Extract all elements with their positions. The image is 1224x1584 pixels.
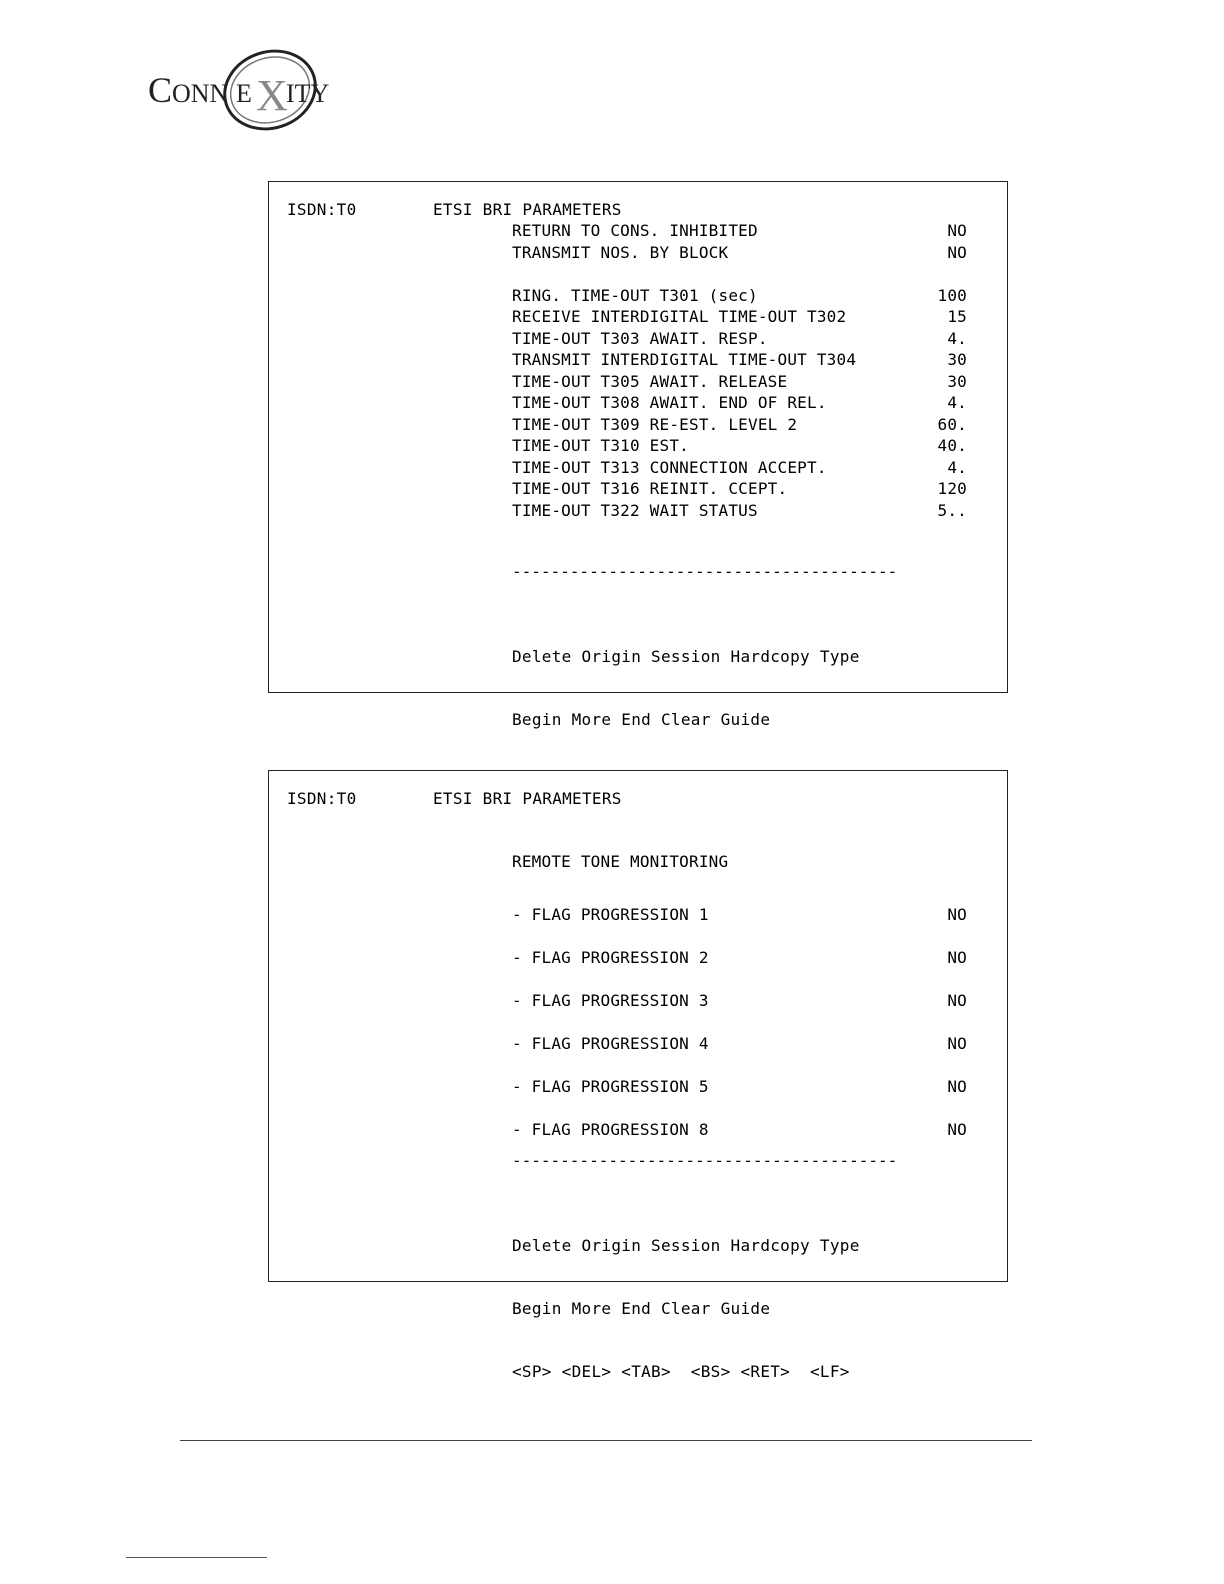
parameter-value: 120	[937, 479, 967, 498]
parameter-row	[512, 220, 967, 242]
parameter-label: RECEIVE INTERDIGITAL TIME-OUT T302	[512, 307, 847, 326]
parameter-value: 100	[937, 285, 967, 305]
svg-text:X: X	[256, 71, 288, 120]
svg-text:E: E	[236, 79, 252, 108]
parameter-row	[512, 500, 967, 522]
connexity-logo-graphic	[140, 38, 360, 138]
parameter-label: - FLAG PROGRESSION 8	[512, 1120, 709, 1139]
parameter-label: TIME-OUT T310 EST.	[512, 436, 689, 455]
parameter-row	[512, 349, 967, 371]
terminal-screen-tone-monitoring	[268, 770, 1008, 1381]
parameter-row	[512, 263, 967, 285]
screen-title: ETSI BRI PARAMETERS	[433, 200, 622, 219]
parameter-label: TIME-OUT T308 AWAIT. END OF REL.	[512, 393, 827, 412]
terminal-screen-bri-timers	[268, 181, 1008, 729]
parameter-label: - FLAG PROGRESSION 1	[512, 905, 709, 924]
parameter-value: 60.	[937, 414, 967, 434]
parameter-row	[512, 1022, 967, 1065]
parameter-label: TIME-OUT T313 CONNECTION ACCEPT.	[512, 457, 827, 477]
parameter-row	[512, 306, 967, 328]
screen-header	[287, 789, 622, 808]
parameter-label: RETURN TO CONS. INHIBITED	[512, 221, 758, 240]
parameter-row	[512, 392, 967, 414]
parameter-label: - FLAG PROGRESSION 3	[512, 991, 709, 1010]
parameter-row	[512, 1108, 967, 1151]
parameter-row	[512, 979, 967, 1022]
section-heading: REMOTE TONE MONITORING	[512, 852, 729, 871]
parameter-label: RING. TIME-OUT T301 (sec)	[512, 285, 758, 305]
parameter-row	[512, 893, 967, 936]
system-label: ISDN:T0	[287, 200, 357, 219]
svg-text:C: C	[148, 70, 173, 110]
parameter-value: 30	[947, 371, 967, 391]
parameter-label: TRANSMIT INTERDIGITAL TIME-OUT T304	[512, 350, 857, 369]
svg-text:ITY: ITY	[286, 79, 330, 108]
parameter-row	[512, 1065, 967, 1108]
parameter-label: TIME-OUT T322 WAIT STATUS	[512, 500, 758, 520]
parameter-value: 30	[947, 350, 967, 369]
parameter-value: NO	[947, 1120, 967, 1139]
flag-list	[512, 893, 967, 1151]
parameter-row	[512, 478, 967, 500]
parameter-value: NO	[947, 1077, 967, 1096]
parameter-row	[512, 242, 967, 264]
parameter-row	[512, 414, 967, 436]
command-line-2: Begin More End Clear Guide	[512, 1299, 771, 1318]
parameter-value: 4.	[947, 393, 967, 412]
parameter-label: - FLAG PROGRESSION 4	[512, 1034, 709, 1053]
parameter-label: TRANSMIT NOS. BY BLOCK	[512, 242, 729, 262]
parameter-label: TIME-OUT T309 RE-EST. LEVEL 2	[512, 414, 798, 434]
parameter-row	[512, 936, 967, 979]
parameter-value: 40.	[937, 436, 967, 455]
system-label: ISDN:T0	[287, 789, 357, 808]
parameter-label: TIME-OUT T305 AWAIT. RELEASE	[512, 371, 788, 391]
parameter-row	[512, 435, 967, 457]
command-line-3: <SP> <DEL> <TAB> <BS> <RET> <LF>	[512, 1362, 850, 1381]
parameter-value: 4.	[947, 328, 967, 348]
parameter-value: NO	[947, 242, 967, 262]
screen-title: ETSI BRI PARAMETERS	[433, 789, 622, 808]
command-line-2: Begin More End Clear Guide	[512, 710, 771, 729]
footer-divider	[180, 1440, 1032, 1441]
screen-header	[287, 200, 622, 219]
separator-line: ----------------------------------------	[512, 562, 898, 581]
separator-line: ----------------------------------------	[512, 1151, 898, 1170]
parameter-value: 4.	[947, 457, 967, 477]
parameter-list	[512, 220, 967, 521]
parameter-row	[512, 457, 967, 479]
parameter-value: 15	[947, 307, 967, 326]
parameter-value: NO	[947, 1034, 967, 1053]
command-line-1: Delete Origin Session Hardcopy Type	[512, 647, 860, 666]
parameter-value: NO	[947, 948, 967, 967]
command-menu	[512, 1193, 860, 1424]
parameter-label: TIME-OUT T316 REINIT. CCEPT.	[512, 479, 788, 498]
parameter-row	[512, 285, 967, 307]
parameter-row	[512, 328, 967, 350]
parameter-label: TIME-OUT T303 AWAIT. RESP.	[512, 328, 768, 348]
footer-link-underline	[126, 1557, 267, 1558]
parameter-label: - FLAG PROGRESSION 2	[512, 948, 709, 967]
svg-text:ONN: ONN	[172, 79, 229, 108]
parameter-value: NO	[947, 221, 967, 240]
parameter-row	[512, 371, 967, 393]
parameter-value: 5..	[937, 500, 967, 520]
parameter-value: NO	[947, 991, 967, 1010]
company-logo	[140, 38, 360, 138]
command-line-1: Delete Origin Session Hardcopy Type	[512, 1236, 860, 1255]
parameter-label: - FLAG PROGRESSION 5	[512, 1077, 709, 1096]
parameter-value: NO	[947, 905, 967, 924]
